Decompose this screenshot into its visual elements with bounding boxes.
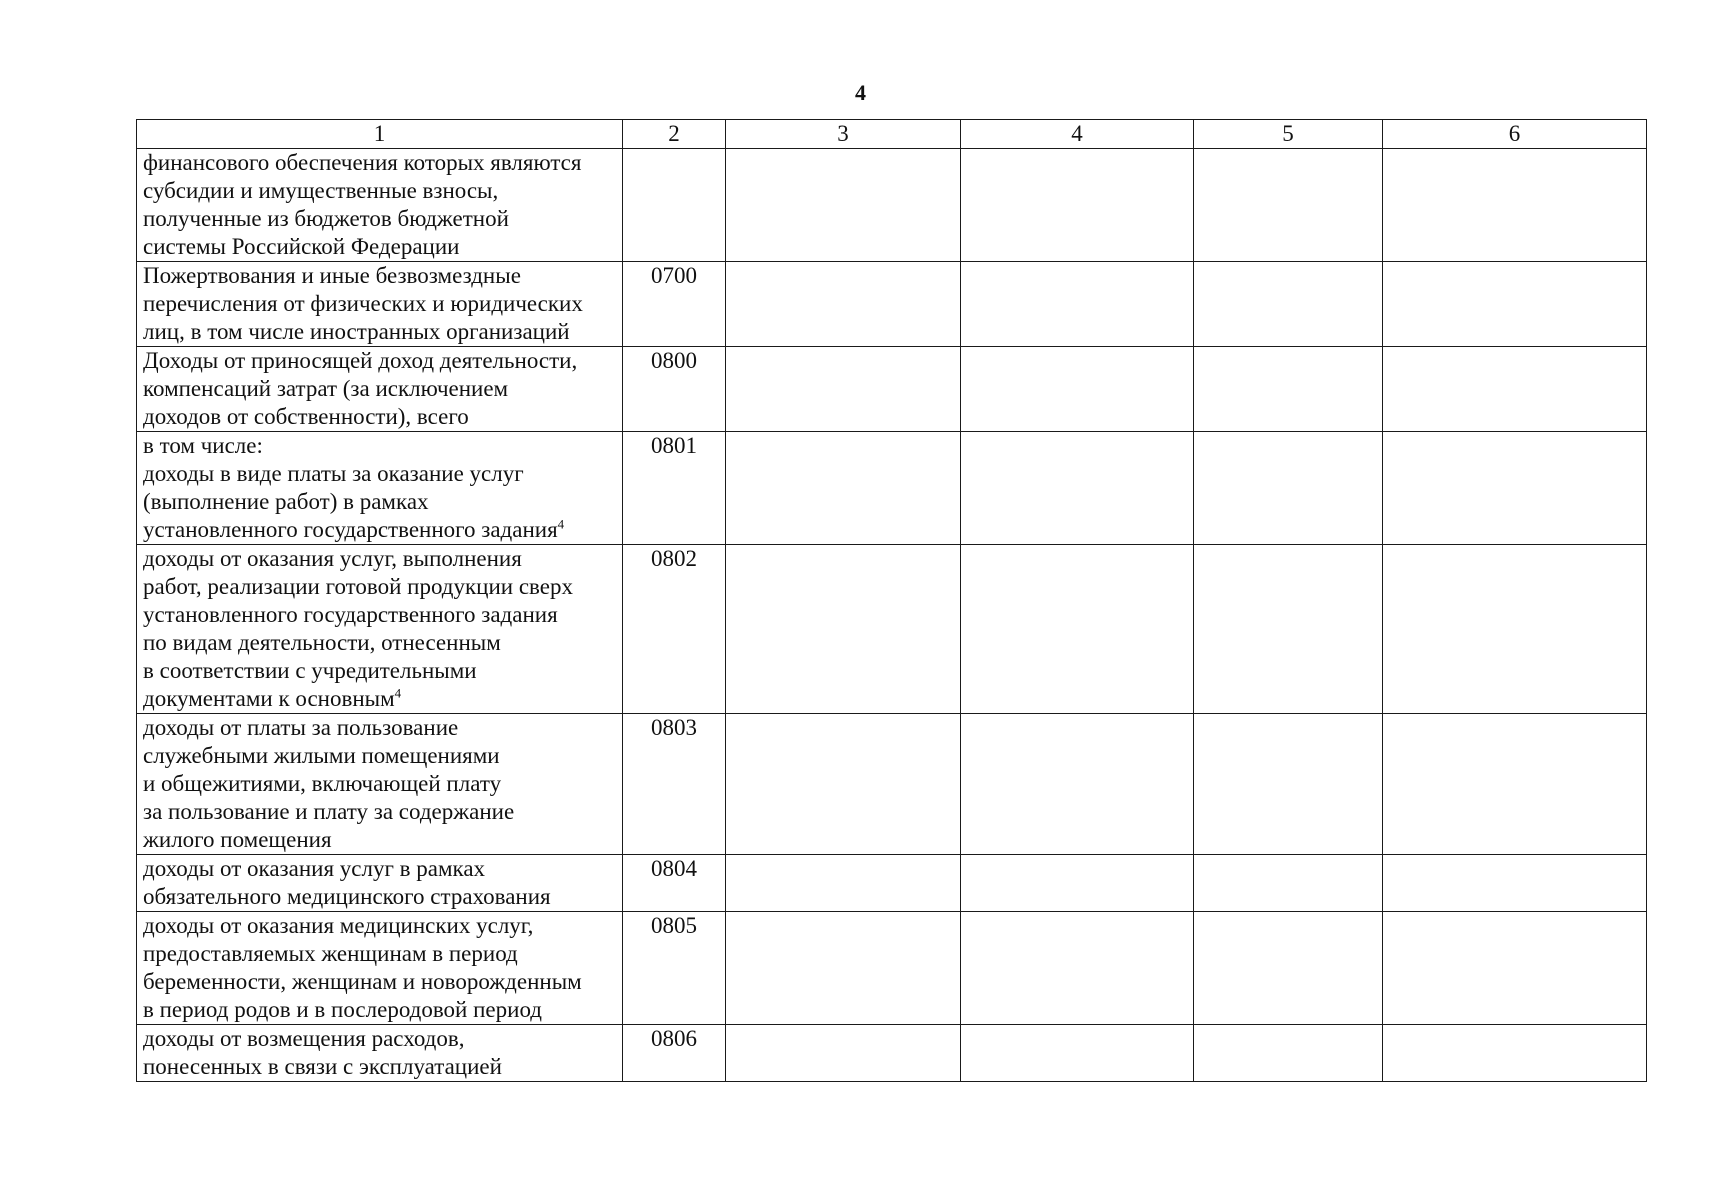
header-row	[137, 120, 1647, 149]
footnote-mark: 4	[394, 685, 402, 701]
row-description-cell	[137, 262, 623, 347]
row-value-col-3	[726, 432, 961, 545]
row-description-cell	[137, 545, 623, 714]
row-value-col-6	[1383, 714, 1647, 855]
row-description: в том числе: доходы в виде платы за оказание услуг (выполнение работ) в рамках установленного государственного задания	[143, 433, 558, 542]
row-value-col-5	[1194, 1025, 1383, 1082]
table-body	[137, 120, 1647, 1082]
row-value-col-6	[1383, 912, 1647, 1025]
row-value-col-5	[1194, 714, 1383, 855]
row-value-col-3	[726, 262, 961, 347]
row-value-col-4	[961, 1025, 1194, 1082]
header-cell-col-2: 2	[623, 120, 726, 149]
table-row	[137, 347, 1647, 432]
row-value-col-3	[726, 1025, 961, 1082]
table-row	[137, 855, 1647, 912]
row-value-col-5	[1194, 545, 1383, 714]
page-number: 4	[855, 80, 866, 105]
row-value-col-5	[1194, 855, 1383, 912]
row-value-col-3	[726, 714, 961, 855]
row-value-col-3	[726, 545, 961, 714]
row-description: доходы от возмещения расходов, понесенных в связи с эксплуатацией	[143, 1026, 502, 1079]
table-row	[137, 262, 1647, 347]
row-code: 0700	[623, 262, 726, 347]
row-value-col-3	[726, 855, 961, 912]
row-value-col-4	[961, 545, 1194, 714]
row-value-col-3	[726, 347, 961, 432]
row-value-col-6	[1383, 1025, 1647, 1082]
row-value-col-3	[726, 149, 961, 262]
row-value-col-6	[1383, 262, 1647, 347]
row-description: доходы от платы за пользование служебными жилыми помещениями и общежитиями, включающей плату за пользование и плату за содержание жилого помещения	[143, 715, 515, 852]
row-value-col-3	[726, 912, 961, 1025]
row-value-col-6	[1383, 432, 1647, 545]
row-value-col-4	[961, 149, 1194, 262]
row-code: 0806	[623, 1025, 726, 1082]
header-cell-col-1: 1	[137, 120, 623, 149]
row-code: 0804	[623, 855, 726, 912]
row-code: 0802	[623, 545, 726, 714]
row-value-col-5	[1194, 149, 1383, 262]
table-row	[137, 714, 1647, 855]
table-row	[137, 545, 1647, 714]
header-cell-col-4: 4	[961, 120, 1194, 149]
row-value-col-4	[961, 714, 1194, 855]
row-value-col-5	[1194, 262, 1383, 347]
table-row	[137, 912, 1647, 1025]
row-description-cell	[137, 714, 623, 855]
row-code	[623, 149, 726, 262]
row-description: доходы от оказания услуг, выполнения работ, реализации готовой продукции сверх установленного государственного задания по видам деятельности, отнесенным в соответствии с учредительными документами к основным	[143, 546, 573, 711]
table-row	[137, 149, 1647, 262]
header-cell-col-3: 3	[726, 120, 961, 149]
row-value-col-4	[961, 855, 1194, 912]
row-description-cell	[137, 347, 623, 432]
row-value-col-5	[1194, 432, 1383, 545]
row-value-col-4	[961, 912, 1194, 1025]
row-description: доходы от оказания услуг в рамках обязательного медицинского страхования	[143, 856, 551, 909]
row-code: 0801	[623, 432, 726, 545]
row-value-col-6	[1383, 545, 1647, 714]
report-table	[136, 119, 1647, 1082]
row-value-col-4	[961, 432, 1194, 545]
row-value-col-5	[1194, 912, 1383, 1025]
row-value-col-6	[1383, 347, 1647, 432]
header-cell-col-5: 5	[1194, 120, 1383, 149]
row-description-cell	[137, 855, 623, 912]
row-description: доходы от оказания медицинских услуг, предоставляемых женщинам в период беременности, женщинам и новорожденным в период родов и в послеродовой период	[143, 913, 582, 1022]
row-description: Пожертвования и иные безвозмездные перечисления от физических и юридических лиц, в том числе иностранных организаций	[143, 263, 583, 344]
row-code: 0805	[623, 912, 726, 1025]
row-description-cell	[137, 912, 623, 1025]
row-description-cell	[137, 432, 623, 545]
table-row	[137, 1025, 1647, 1082]
row-code: 0800	[623, 347, 726, 432]
table-row	[137, 432, 1647, 545]
row-description: Доходы от приносящей доход деятельности, компенсаций затрат (за исключением доходов от собственности), всего	[143, 348, 578, 429]
footnote-mark: 4	[557, 516, 565, 532]
row-description-cell	[137, 1025, 623, 1082]
row-description-cell	[137, 149, 623, 262]
row-value-col-6	[1383, 855, 1647, 912]
row-value-col-4	[961, 347, 1194, 432]
row-description: финансового обеспечения которых являются субсидии и имущественные взносы, полученные из бюджетов бюджетной системы Российской Федерации	[143, 150, 582, 259]
row-code: 0803	[623, 714, 726, 855]
row-value-col-5	[1194, 347, 1383, 432]
row-value-col-6	[1383, 149, 1647, 262]
header-cell-col-6: 6	[1383, 120, 1647, 149]
row-value-col-4	[961, 262, 1194, 347]
